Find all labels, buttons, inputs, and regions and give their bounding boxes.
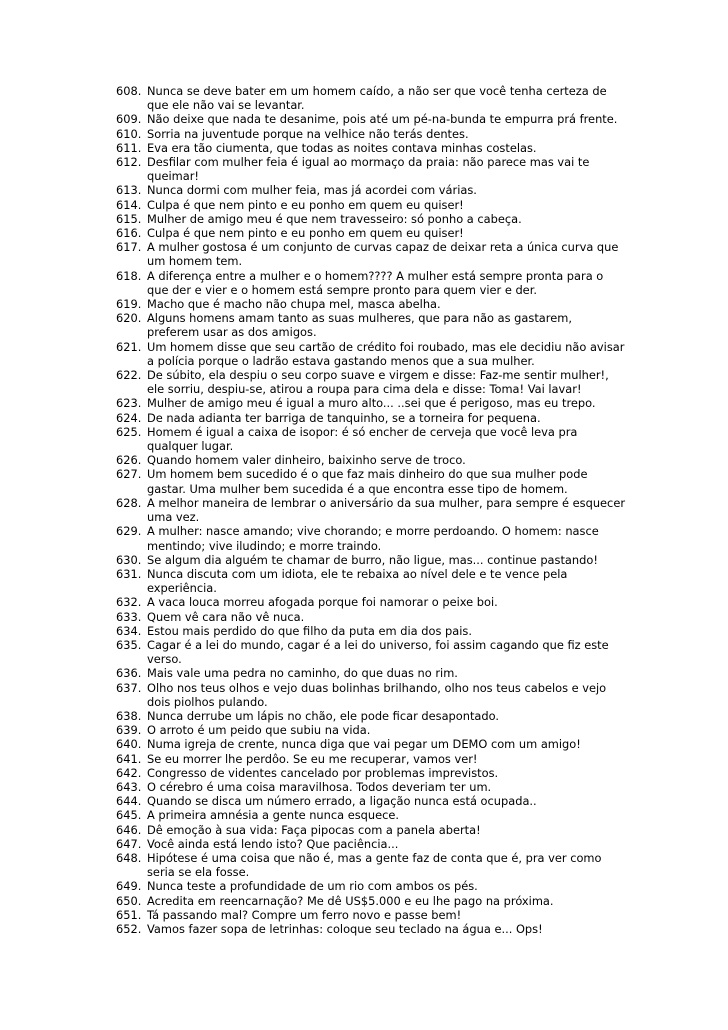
item-number: 631.	[116, 566, 142, 581]
list-item	[116, 84, 626, 112]
item-number: 617.	[116, 240, 142, 255]
list-item	[116, 155, 626, 183]
numbered-list	[116, 84, 626, 936]
item-number: 613.	[116, 183, 142, 198]
item-number: 618.	[116, 268, 142, 283]
item-text: O cérebro é uma coisa maravilhosa. Todos deveriam ter um.	[147, 779, 492, 794]
item-number: 627.	[116, 467, 142, 482]
list-item	[116, 226, 626, 240]
item-number: 624.	[116, 410, 142, 425]
list-item	[116, 595, 626, 609]
item-number: 609.	[116, 112, 142, 127]
item-text: Olho nos teus olhos e vejo duas bolinhas brilhando, olho nos teus cabelos e vejo dois piolhos pulando.	[147, 680, 607, 709]
item-number: 641.	[116, 751, 142, 766]
item-number: 642.	[116, 765, 142, 780]
list-item	[116, 212, 626, 226]
list-item	[116, 709, 626, 723]
list-item	[116, 624, 626, 638]
item-number: 615.	[116, 211, 142, 226]
list-item	[116, 368, 626, 396]
item-number: 628.	[116, 495, 142, 510]
list-item	[116, 524, 626, 552]
item-text: Estou mais perdido do que filho da puta em dia dos pais.	[147, 623, 472, 638]
item-text: Quando homem valer dinheiro, baixinho serve de troco.	[147, 453, 466, 468]
item-text: Nunca discuta com um idiota, ele te rebaixa ao nível dele e te vence pela experiência.	[147, 566, 568, 596]
list-item	[116, 425, 626, 453]
list-item	[116, 269, 626, 297]
item-number: 614.	[116, 197, 142, 212]
list-item	[116, 780, 626, 794]
item-number: 649.	[116, 879, 142, 894]
item-text: Mulher de amigo meu é que nem travesseiro: só ponho a cabeça.	[147, 211, 522, 226]
list-item	[116, 340, 626, 368]
list-item	[116, 752, 626, 766]
list-item	[116, 879, 626, 893]
item-text: Hipótese é uma coisa que não é, mas a gente faz de conta que é, pra ver como seria se ela fosse.	[147, 850, 602, 880]
list-item	[116, 198, 626, 212]
item-text: A mulher gostosa é um conjunto de curvas capaz de deixar reta a única curva que um homem tem.	[147, 240, 619, 269]
item-text: Macho que é macho não chupa mel, masca abelha.	[147, 297, 441, 312]
item-text: A vaca louca morreu afogada porque foi namorar o peixe boi.	[147, 595, 498, 610]
list-item	[116, 681, 626, 709]
item-text: Culpa é que nem pinto e eu ponho em quem eu quiser!	[147, 197, 464, 212]
item-number: 648.	[116, 850, 142, 865]
list-item	[116, 311, 626, 339]
item-number: 636.	[116, 666, 142, 681]
list-item	[116, 141, 626, 155]
list-item	[116, 723, 626, 737]
item-text: Não deixe que nada te desanime, pois até um pé-na-bunda te empurra prá frente.	[147, 112, 618, 127]
item-text: A melhor maneira de lembrar o aniversário da sua mulher, para sempre é esquecer uma vez.	[147, 495, 626, 525]
item-text: Dê emoção à sua vida: Faça pipocas com a panela aberta!	[147, 822, 481, 837]
list-item	[116, 297, 626, 311]
item-text: Se eu morrer lhe perdôo. Se eu me recuperar, vamos ver!	[147, 751, 478, 766]
item-text: A mulher: nasce amando; vive chorando; e morre perdoando. O homem: nasce mentindo; vive iludindo; e morre traindo.	[147, 524, 599, 553]
item-number: 640.	[116, 737, 142, 752]
item-number: 611.	[116, 140, 142, 155]
item-number: 646.	[116, 822, 142, 837]
item-text: O arroto é um peido que subiu na vida.	[147, 723, 371, 738]
item-text: Alguns homens amam tanto as suas mulheres, que para não as gastarem, preferem usar as dos amigos.	[147, 311, 572, 340]
list-item	[116, 851, 626, 879]
item-number: 644.	[116, 794, 142, 809]
item-text: Culpa é que nem pinto e eu ponho em quem eu quiser!	[147, 226, 464, 241]
item-text: De nada adianta ter barriga de tanquinho, se a torneira for pequena.	[147, 410, 541, 425]
item-text: Vamos fazer sopa de letrinhas: coloque seu teclado na água e... Ops!	[147, 921, 543, 936]
item-text: A diferença entre a mulher e o homem???? A mulher está sempre pronta para o que der e vier e o homem está sempre pronto para quem vier e der.	[147, 268, 604, 297]
list-item	[116, 127, 626, 141]
item-number: 619.	[116, 297, 142, 312]
item-number: 621.	[116, 339, 142, 354]
item-number: 629.	[116, 524, 142, 539]
item-number: 637.	[116, 680, 142, 695]
item-text: Nunca dormi com mulher feia, mas já acordei com várias.	[147, 183, 477, 198]
list-item	[116, 467, 626, 495]
item-text: A primeira amnésia a gente nunca esquece.	[147, 808, 400, 823]
item-text: Mais vale uma pedra no caminho, do que duas no rim.	[147, 666, 458, 681]
item-number: 650.	[116, 893, 142, 908]
list-item	[116, 183, 626, 197]
list-item	[116, 396, 626, 410]
item-text: Nunca derrube um lápis no chão, ele pode ficar desapontado.	[147, 708, 500, 723]
item-number: 620.	[116, 311, 142, 326]
item-text: Desfilar com mulher feia é igual ao mormaço da praia: não parece mas vai te queimar!	[147, 155, 590, 184]
item-number: 643.	[116, 779, 142, 794]
item-text: Acredita em reencarnação? Me dê US$5.000 e eu lhe pago na próxima.	[147, 893, 554, 908]
list-item	[116, 666, 626, 680]
item-number: 612.	[116, 155, 142, 170]
item-text: Se algum dia alguém te chamar de burro, não ligue, mas... continue pastando!	[147, 552, 598, 567]
list-item	[116, 837, 626, 851]
item-number: 616.	[116, 226, 142, 241]
item-text: Cagar é a lei do mundo, cagar é a lei do universo, foi assim cagando que fiz este verso.	[147, 637, 609, 667]
item-number: 623.	[116, 396, 142, 411]
list-item	[116, 553, 626, 567]
list-item	[116, 240, 626, 268]
item-number: 635.	[116, 637, 142, 652]
item-text: Quem vê cara não vê nuca.	[147, 609, 305, 624]
item-number: 610.	[116, 126, 142, 141]
item-number: 652.	[116, 921, 142, 936]
list-item	[116, 567, 626, 595]
list-item	[116, 794, 626, 808]
item-text: Você ainda está lendo isto? Que paciência...	[147, 836, 399, 851]
item-number: 639.	[116, 723, 142, 738]
list-item	[116, 453, 626, 467]
item-number: 608.	[116, 84, 142, 98]
list-item	[116, 610, 626, 624]
item-text: Sorria na juventude porque na velhice não terás dentes.	[147, 126, 469, 141]
item-text: Numa igreja de crente, nunca diga que vai pegar um DEMO com um amigo!	[147, 737, 581, 752]
list-item	[116, 411, 626, 425]
item-number: 638.	[116, 708, 142, 723]
list-item	[116, 823, 626, 837]
list-item	[116, 112, 626, 126]
item-number: 622.	[116, 368, 142, 383]
item-text: Tá passando mal? Compre um ferro novo e passe bem!	[147, 907, 462, 922]
item-number: 633.	[116, 609, 142, 624]
item-text: Um homem bem sucedido é o que faz mais dinheiro do que sua mulher pode gastar. Uma mulher bem sucedida é a que encontra esse tipo de homem.	[147, 467, 588, 496]
item-text: Nunca se deve bater em um homem caído, a não ser que você tenha certeza de que ele não vai se levantar.	[147, 84, 607, 113]
item-number: 647.	[116, 836, 142, 851]
list-item	[116, 496, 626, 524]
item-number: 632.	[116, 595, 142, 610]
item-number: 634.	[116, 623, 142, 638]
item-text: Nunca teste a profundidade de um rio com ambos os pés.	[147, 879, 478, 894]
list-item	[116, 908, 626, 922]
item-number: 651.	[116, 907, 142, 922]
item-text: Congresso de videntes cancelado por problemas imprevistos.	[147, 765, 499, 780]
item-number: 630.	[116, 552, 142, 567]
item-number: 626.	[116, 453, 142, 468]
list-item	[116, 638, 626, 666]
item-text: Mulher de amigo meu é igual a muro alto... ..sei que é perigoso, mas eu trepo.	[147, 396, 596, 411]
item-text: Eva era tão ciumenta, que todas as noites contava minhas costelas.	[147, 140, 537, 155]
item-text: Um homem disse que seu cartão de crédito foi roubado, mas ele decidiu não avisar a polícia porque o ladrão estava gastando menos que a sua mulher.	[147, 339, 625, 368]
list-item	[116, 894, 626, 908]
list-item	[116, 766, 626, 780]
list-item	[116, 922, 626, 936]
item-text: De súbito, ela despiu o seu corpo suave e virgem e disse: Faz-me sentir mulher!, ele sorriu, despiu-se, atirou a roupa para cima dela e disse: Toma! Vai lavar!	[147, 368, 609, 397]
item-text: Quando se disca um número errado, a ligação nunca está ocupada..	[147, 794, 537, 809]
item-number: 625.	[116, 424, 142, 439]
list-item	[116, 737, 626, 751]
item-text: Homem é igual a caixa de isopor: é só encher de cerveja que você leva pra qualquer lugar.	[147, 424, 578, 454]
item-number: 645.	[116, 808, 142, 823]
list-item	[116, 808, 626, 822]
